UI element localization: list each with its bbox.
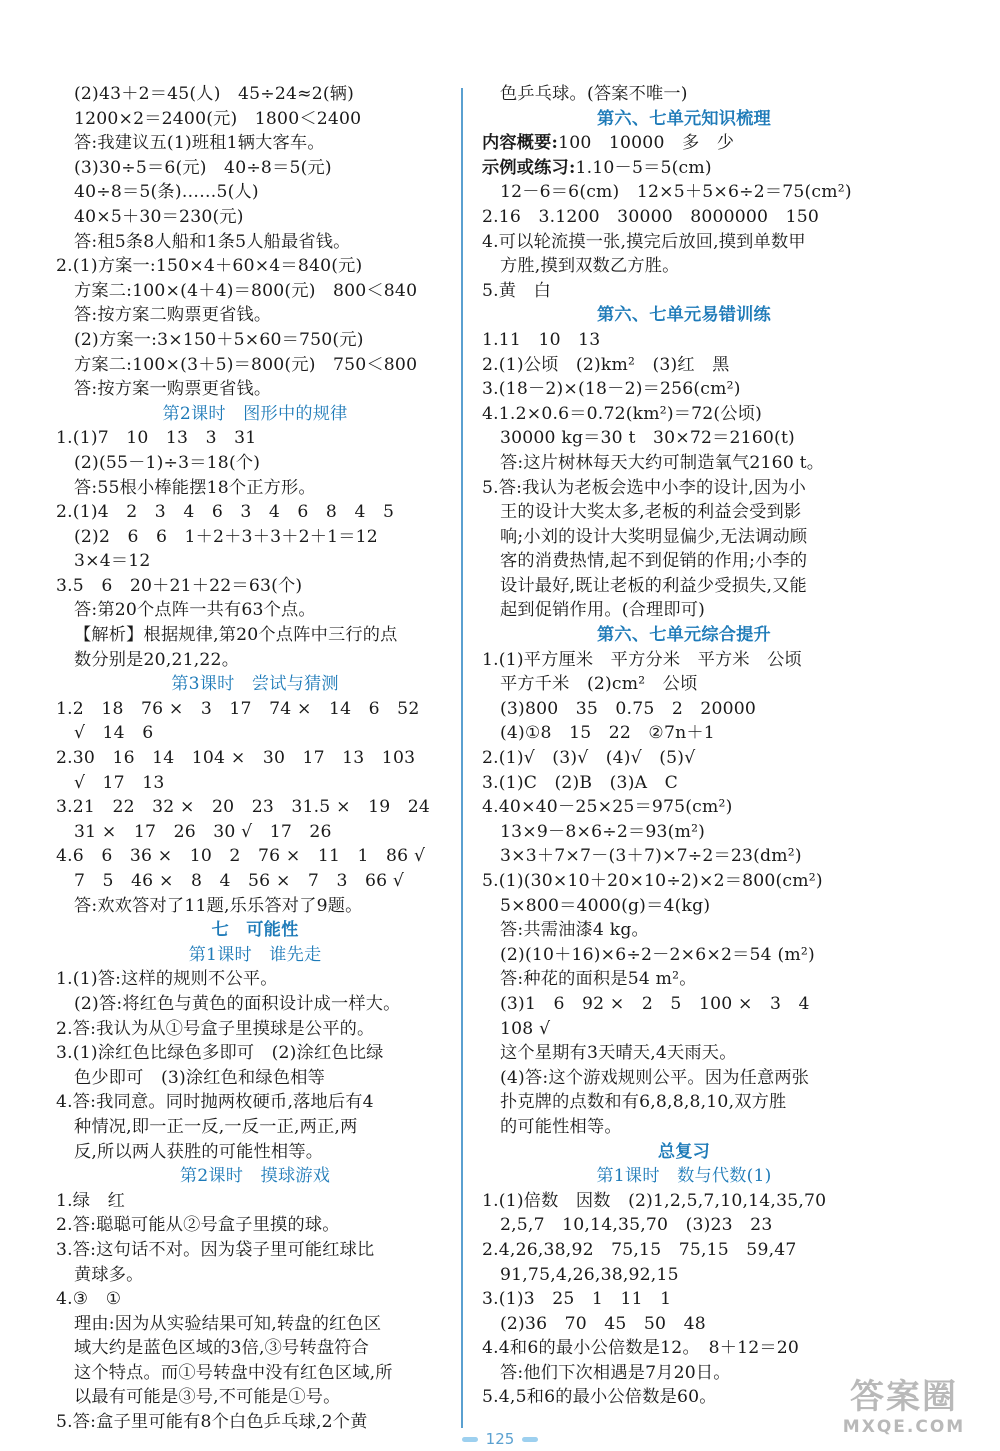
answer-line: (2)答:将红色与黄色的面积设计成一样大。 bbox=[74, 993, 401, 1014]
answer-line: 答:55根小棒能摆18个正方形。 bbox=[74, 477, 316, 498]
answer-line: 31 × 17 26 30 √ 17 26 bbox=[74, 821, 332, 842]
answer-line: 起到促销作用。(合理即可) bbox=[500, 600, 706, 621]
lesson-heading: 第2课时 图形中的规律 bbox=[162, 403, 348, 424]
answer-line: 12－6＝6(cm) 12×5＋5×6÷2＝75(cm²) bbox=[500, 182, 852, 203]
answer-line: 1.11 10 13 bbox=[482, 329, 601, 350]
watermark-logo bbox=[820, 1378, 988, 1444]
answer-line: 2.(1)4 2 3 4 6 3 4 6 8 4 5 bbox=[56, 502, 395, 523]
answer-line: 2.(1)公顷 (2)km² (3)红 黑 bbox=[482, 354, 730, 375]
answer-line: 2.30 16 14 104 × 30 17 13 103 bbox=[56, 748, 416, 769]
column-divider bbox=[461, 88, 463, 1428]
answer-line: 91,75,4,26,38,92,15 bbox=[500, 1264, 679, 1285]
answer-line: 108 √ bbox=[500, 1018, 551, 1039]
answer-line: 4.40×40－25×25＝975(cm²) bbox=[482, 797, 733, 818]
answer-line: 5.黄 白 bbox=[482, 280, 551, 301]
lesson-heading: 第1课时 数与代数(1) bbox=[596, 1166, 772, 1187]
answer-line: √ 14 6 bbox=[74, 723, 154, 744]
answer-line: (4)①8 15 22 ②7n＋1 bbox=[500, 723, 715, 744]
answer-line: 1.(1)平方厘米 平方分米 平方米 公顷 bbox=[482, 649, 802, 670]
answer-line: (3)1 6 92 × 2 5 100 × 3 4 bbox=[500, 993, 810, 1014]
answer-line: 2.(1)方案一:150×4＋60×4＝840(元) bbox=[56, 256, 363, 277]
answer-line: (2)方案一:3×150＋5×60＝750(元) bbox=[74, 329, 364, 350]
answer-line: 4.③ ① bbox=[56, 1289, 122, 1310]
answer-line: 7 5 46 × 8 4 56 × 7 3 66 √ bbox=[74, 871, 405, 891]
answer-line: √ 17 13 bbox=[74, 772, 165, 793]
answer-line: 2,5,7 10,14,35,70 (3)23 23 bbox=[500, 1215, 773, 1236]
answer-line: (2)(10＋16)×6÷2－2×6×2＝54 (m²) bbox=[500, 944, 815, 965]
answer-line: 4.可以轮流摸一张,摸完后放回,摸到单数甲 bbox=[482, 231, 806, 252]
answer-line: 3.(1)C (2)B (3)A C bbox=[482, 772, 678, 793]
answer-line: 13×9－8×6÷2＝93(m²) bbox=[500, 821, 706, 842]
answer-line: 3×4＝12 bbox=[74, 551, 151, 572]
answer-line: 答:租5条8人船和1条5人船最省钱。 bbox=[74, 231, 351, 252]
answer-line: 5.答:盒子里可能有8个白色乒乓球,2个黄 bbox=[56, 1412, 368, 1433]
answer-line: 答:按方案二购票更省钱。 bbox=[74, 305, 272, 326]
right-column bbox=[482, 82, 886, 1410]
answer-line: 设计最好,既让老板的利益少受损失,又能 bbox=[500, 575, 807, 596]
answer-line: 4.1.2×0.6＝0.72(km²)＝72(公顷) bbox=[482, 403, 762, 424]
answer-line: 40×5＋30＝230(元) bbox=[74, 206, 244, 227]
answer-line: 答:这片树林每天大约可制造氧气2160 t。 bbox=[500, 452, 825, 473]
section-heading: 第六、七单元综合提升 bbox=[597, 625, 771, 646]
answer-line: 方胜,摸到双数乙方胜。 bbox=[500, 256, 680, 277]
answer-line: 数分别是20,21,22。 bbox=[74, 649, 240, 670]
answer-line: 域大约是蓝色区域的3倍,③号转盘符合 bbox=[74, 1338, 370, 1359]
answer-line: (2)(55－1)÷3＝18(个) bbox=[74, 452, 261, 473]
answer-line: (2)43＋2＝45(人) 45÷24≈2(辆) bbox=[74, 84, 355, 104]
answer-line: 反,所以两人获胜的可能性相等。 bbox=[74, 1141, 324, 1162]
answer-line: 答:第20个点阵一共有63个点。 bbox=[74, 600, 316, 621]
page-number: 125 bbox=[468, 1428, 532, 1450]
section-heading: 总复习 bbox=[657, 1141, 711, 1162]
answer-line: 3.(1)涂红色比绿色多即可 (2)涂红色比绿 bbox=[56, 1043, 384, 1064]
answer-line: 30000 kg＝30 t 30×72＝2160(t) bbox=[500, 428, 795, 449]
answer-line: 1.(1)答:这样的规则不公平。 bbox=[56, 969, 278, 990]
answer-line: 答:欢欢答对了11题,乐乐答对了9题。 bbox=[74, 895, 363, 916]
answer-line: (3)30÷5＝6(元) 40÷8＝5(元) bbox=[74, 157, 332, 178]
answer-line: 4.答:我同意。同时抛两枚硬币,落地后有4 bbox=[56, 1092, 374, 1113]
answer-line: 扑克牌的点数和有6,8,8,8,10,双方胜 bbox=[500, 1092, 787, 1113]
answer-line: 王的设计大奖太多,老板的利益会受到影 bbox=[500, 502, 802, 523]
answer-line: 方案二:100×(4＋4)＝800(元) 800＜840 bbox=[74, 280, 418, 301]
answer-line: 方案二:100×(3＋5)＝800(元) 750＜800 bbox=[74, 354, 418, 375]
answer-line: 3×3＋7×7－(3＋7)×7÷2＝23(dm²) bbox=[500, 846, 802, 867]
answer-line: 以最有可能是③号,不可能是①号。 bbox=[74, 1387, 341, 1408]
answer-line: 这个星期有3天晴天,4天雨天。 bbox=[500, 1043, 737, 1064]
bold-label: 示例或练习: bbox=[482, 157, 576, 178]
section-heading: 第六、七单元易错训练 bbox=[597, 305, 771, 326]
answer-line: 这个特点。而①号转盘中没有红色区域,所 bbox=[74, 1362, 393, 1383]
lesson-heading: 第1课时 谁先走 bbox=[188, 944, 322, 965]
lesson-heading: 第3课时 尝试与猜测 bbox=[171, 674, 339, 695]
answer-line: 3.5 6 20＋21＋22＝63(个) bbox=[56, 575, 303, 596]
answer-line: 客的消费热情,起不到促销的作用;小李的 bbox=[500, 551, 808, 572]
left-column bbox=[56, 82, 454, 1435]
watermark-mark: 答案圈 bbox=[850, 1377, 958, 1417]
answer-line: 5×800＝4000(g)＝4(kg) bbox=[500, 895, 711, 916]
watermark-url: MXQE.COM bbox=[842, 1417, 966, 1437]
answer-line: 响;小刘的设计大奖明显偏少,无法调动顾 bbox=[500, 526, 808, 547]
answer-line: (2)36 70 45 50 48 bbox=[500, 1313, 706, 1334]
answer-line: 【解析】根据规律,第20个点阵中三行的点 bbox=[74, 625, 398, 646]
answer-line: 内容概要:100 10000 多 少 bbox=[482, 133, 735, 154]
answer-line: 2.4,26,38,92 75,15 75,15 59,47 bbox=[482, 1239, 797, 1260]
answer-line: 色少即可 (3)涂红色和绿色相等 bbox=[74, 1067, 325, 1088]
answer-line: 答:按方案一购票更省钱。 bbox=[74, 379, 272, 400]
answer-line: 1.(1)倍数 因数 (2)1,2,5,7,10,14,35,70 bbox=[482, 1190, 827, 1211]
answer-line: 的可能性相等。 bbox=[500, 1116, 622, 1137]
answer-line: 2.答:我认为从①号盒子里摸球是公平的。 bbox=[56, 1018, 375, 1039]
answer-line: 3.21 22 32 × 20 23 31.5 × 19 24 bbox=[56, 797, 431, 818]
answer-line: 种情况,即一正一反,一反一正,两正,两 bbox=[74, 1116, 358, 1137]
answer-line: 3.(18－2)×(18－2)＝256(cm²) bbox=[482, 379, 741, 400]
answer-line: 5.4,5和6的最小公倍数是60。 bbox=[482, 1387, 717, 1408]
answer-line: 1200×2＝2400(元) 1800＜2400 bbox=[74, 108, 362, 129]
answer-line: 2.(1)√ (3)√ (4)√ (5)√ bbox=[482, 748, 696, 769]
answer-line: 1.(1)7 10 13 3 31 bbox=[56, 428, 257, 449]
answer-line: 2.答:聪聪可能从②号盒子里摸的球。 bbox=[56, 1215, 340, 1236]
answer-line: 3.答:这句话不对。因为袋子里可能红球比 bbox=[56, 1239, 375, 1260]
answer-line: 4.6 6 36 × 10 2 76 × 11 1 86 √ bbox=[56, 846, 426, 867]
answer-line: 4.4和6的最小公倍数是12。 8＋12＝20 bbox=[482, 1338, 800, 1359]
answer-line: 答:共需油漆4 kg。 bbox=[500, 920, 649, 941]
answer-line: 答:种花的面积是54 m²。 bbox=[500, 969, 697, 990]
answer-line: 40÷8＝5(条)……5(人) bbox=[74, 182, 259, 203]
answer-line: (2)2 6 6 1＋2＋3＋3＋2＋1＝12 bbox=[74, 526, 378, 547]
answer-line: 答:他们下次相遇是7月20日。 bbox=[500, 1362, 731, 1383]
answer-line: 5.答:我认为老板会选中小李的设计,因为小 bbox=[482, 477, 807, 498]
answer-line: (4)答:这个游戏规则公平。因为任意两张 bbox=[500, 1067, 810, 1088]
answer-line: 答:我建议五(1)班租1辆大客车。 bbox=[74, 133, 325, 154]
answer-line: (3)800 35 0.75 2 20000 bbox=[500, 698, 757, 719]
answer-line: 2.16 3.1200 30000 8000000 150 bbox=[482, 206, 819, 227]
bold-label: 内容概要: bbox=[482, 133, 559, 154]
answer-line: 平方千米 (2)cm² 公顷 bbox=[500, 674, 698, 695]
answer-line: 1.2 18 76 × 3 17 74 × 14 6 52 bbox=[56, 698, 420, 719]
answer-line: 3.(1)3 25 1 11 1 bbox=[482, 1289, 672, 1310]
answer-line: 示例或练习:1.10－5＝5(cm) bbox=[482, 157, 712, 178]
answer-line: 理由:因为从实验结果可知,转盘的红色区 bbox=[74, 1313, 382, 1334]
answer-line: 5.(1)(30×10＋20×10÷2)×2＝800(cm²) bbox=[482, 871, 823, 891]
section-heading: 七 可能性 bbox=[211, 920, 299, 941]
lesson-heading: 第2课时 摸球游戏 bbox=[179, 1166, 331, 1187]
answer-line: 色乒乓球。(答案不唯一) bbox=[500, 84, 688, 104]
section-heading: 第六、七单元知识梳理 bbox=[597, 108, 771, 129]
answer-line: 黄球多。 bbox=[74, 1264, 144, 1285]
answer-line: 1.绿 红 bbox=[56, 1190, 125, 1211]
